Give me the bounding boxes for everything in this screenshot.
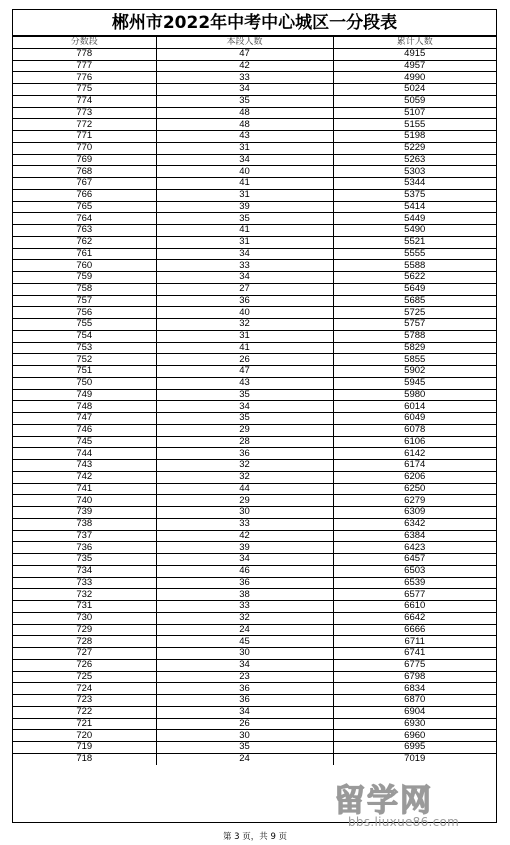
count-cell: 32 [156, 471, 333, 483]
score-cell: 750 [13, 377, 156, 389]
table-row [13, 131, 496, 143]
score-cell: 767 [13, 178, 156, 190]
count-cell: 39 [156, 201, 333, 213]
score-cell: 744 [13, 448, 156, 460]
count-cell: 42 [156, 60, 333, 72]
table-row [13, 154, 496, 166]
table-row [13, 460, 496, 472]
count-cell: 40 [156, 166, 333, 178]
score-cell: 769 [13, 154, 156, 166]
count-cell: 34 [156, 84, 333, 96]
count-cell: 31 [156, 189, 333, 201]
column-header-count: 本段人数 [156, 37, 333, 49]
score-cell: 775 [13, 84, 156, 96]
count-cell: 33 [156, 601, 333, 613]
score-cell: 768 [13, 166, 156, 178]
count-cell: 36 [156, 448, 333, 460]
table-row [13, 48, 496, 60]
table-body [13, 48, 496, 764]
count-cell: 32 [156, 612, 333, 624]
count-cell: 36 [156, 577, 333, 589]
cumulative-cell: 6995 [333, 742, 496, 754]
cumulative-cell: 5902 [333, 366, 496, 378]
cumulative-cell: 6457 [333, 554, 496, 566]
score-cell: 737 [13, 530, 156, 542]
cumulative-cell: 6078 [333, 424, 496, 436]
table-row [13, 189, 496, 201]
count-cell: 34 [156, 659, 333, 671]
table-row [13, 166, 496, 178]
count-cell: 31 [156, 236, 333, 248]
cumulative-cell: 4915 [333, 48, 496, 60]
score-table-sheet [12, 9, 497, 823]
cumulative-cell: 6106 [333, 436, 496, 448]
table-row [13, 483, 496, 495]
page-title: 郴州市2022年中考中心城区一分段表 [13, 10, 496, 36]
count-cell: 35 [156, 95, 333, 107]
cumulative-cell: 6206 [333, 471, 496, 483]
score-cell: 760 [13, 260, 156, 272]
table-row [13, 119, 496, 131]
score-cell: 718 [13, 753, 156, 764]
score-cell: 774 [13, 95, 156, 107]
score-cell: 758 [13, 283, 156, 295]
table-header-row [13, 37, 496, 49]
score-cell: 772 [13, 119, 156, 131]
table-row [13, 601, 496, 613]
score-cell: 747 [13, 413, 156, 425]
cumulative-cell: 5490 [333, 225, 496, 237]
cumulative-cell: 6279 [333, 495, 496, 507]
count-cell: 24 [156, 753, 333, 764]
table-row [13, 366, 496, 378]
cumulative-cell: 5588 [333, 260, 496, 272]
column-header-cumulative: 累计人数 [333, 37, 496, 49]
table-row [13, 201, 496, 213]
cumulative-cell: 5107 [333, 107, 496, 119]
count-cell: 41 [156, 178, 333, 190]
cumulative-cell: 5555 [333, 248, 496, 260]
cumulative-cell: 4957 [333, 60, 496, 72]
count-cell: 31 [156, 330, 333, 342]
score-cell: 735 [13, 554, 156, 566]
count-cell: 34 [156, 248, 333, 260]
score-cell: 740 [13, 495, 156, 507]
cumulative-cell: 6870 [333, 695, 496, 707]
score-cell: 761 [13, 248, 156, 260]
table-row [13, 60, 496, 72]
score-cell: 726 [13, 659, 156, 671]
table-row [13, 659, 496, 671]
count-cell: 29 [156, 495, 333, 507]
score-cell: 729 [13, 624, 156, 636]
cumulative-cell: 6834 [333, 683, 496, 695]
cumulative-cell: 5521 [333, 236, 496, 248]
table-row [13, 636, 496, 648]
score-distribution-table [13, 36, 496, 765]
count-cell: 33 [156, 72, 333, 84]
count-cell: 32 [156, 460, 333, 472]
score-cell: 754 [13, 330, 156, 342]
count-cell: 34 [156, 272, 333, 284]
cumulative-cell: 5855 [333, 354, 496, 366]
score-cell: 736 [13, 542, 156, 554]
score-cell: 755 [13, 319, 156, 331]
cumulative-cell: 6142 [333, 448, 496, 460]
score-cell: 753 [13, 342, 156, 354]
table-row [13, 354, 496, 366]
cumulative-cell: 6309 [333, 507, 496, 519]
cumulative-cell: 5945 [333, 377, 496, 389]
table-row [13, 471, 496, 483]
count-cell: 32 [156, 319, 333, 331]
cumulative-cell: 5263 [333, 154, 496, 166]
cumulative-cell: 5980 [333, 389, 496, 401]
cumulative-cell: 6342 [333, 518, 496, 530]
score-cell: 732 [13, 589, 156, 601]
count-cell: 41 [156, 342, 333, 354]
count-cell: 26 [156, 718, 333, 730]
page-footer: 第 3 页，共 9 页 [222, 832, 288, 842]
count-cell: 36 [156, 695, 333, 707]
score-cell: 763 [13, 225, 156, 237]
count-cell: 30 [156, 730, 333, 742]
score-cell: 749 [13, 389, 156, 401]
count-cell: 34 [156, 154, 333, 166]
table-row [13, 72, 496, 84]
cumulative-cell: 6798 [333, 671, 496, 683]
count-cell: 40 [156, 307, 333, 319]
count-cell: 24 [156, 624, 333, 636]
count-cell: 23 [156, 671, 333, 683]
score-cell: 719 [13, 742, 156, 754]
table-row [13, 695, 496, 707]
column-header-score: 分数段 [13, 37, 156, 49]
cumulative-cell: 6711 [333, 636, 496, 648]
table-row [13, 178, 496, 190]
table-row [13, 436, 496, 448]
score-cell: 777 [13, 60, 156, 72]
score-cell: 720 [13, 730, 156, 742]
score-cell: 742 [13, 471, 156, 483]
count-cell: 36 [156, 295, 333, 307]
score-cell: 764 [13, 213, 156, 225]
count-cell: 30 [156, 648, 333, 660]
cumulative-cell: 5303 [333, 166, 496, 178]
count-cell: 35 [156, 389, 333, 401]
cumulative-cell: 5829 [333, 342, 496, 354]
cumulative-cell: 6960 [333, 730, 496, 742]
table-row [13, 330, 496, 342]
table-row [13, 84, 496, 96]
score-cell: 730 [13, 612, 156, 624]
score-cell: 765 [13, 201, 156, 213]
cumulative-cell: 5649 [333, 283, 496, 295]
count-cell: 35 [156, 213, 333, 225]
count-cell: 34 [156, 706, 333, 718]
cumulative-cell: 4990 [333, 72, 496, 84]
count-cell: 35 [156, 413, 333, 425]
table-row [13, 753, 496, 764]
cumulative-cell: 5344 [333, 178, 496, 190]
table-row [13, 648, 496, 660]
score-cell: 733 [13, 577, 156, 589]
table-row [13, 225, 496, 237]
score-cell: 728 [13, 636, 156, 648]
cumulative-cell: 7019 [333, 753, 496, 764]
count-cell: 28 [156, 436, 333, 448]
count-cell: 31 [156, 142, 333, 154]
cumulative-cell: 6930 [333, 718, 496, 730]
count-cell: 48 [156, 119, 333, 131]
table-row [13, 295, 496, 307]
cumulative-cell: 6610 [333, 601, 496, 613]
count-cell: 33 [156, 260, 333, 272]
count-cell: 39 [156, 542, 333, 554]
table-row [13, 413, 496, 425]
table-row [13, 260, 496, 272]
cumulative-cell: 6423 [333, 542, 496, 554]
score-cell: 751 [13, 366, 156, 378]
table-row [13, 319, 496, 331]
score-cell: 745 [13, 436, 156, 448]
count-cell: 34 [156, 401, 333, 413]
cumulative-cell: 5198 [333, 131, 496, 143]
cumulative-cell: 5155 [333, 119, 496, 131]
score-cell: 723 [13, 695, 156, 707]
count-cell: 27 [156, 283, 333, 295]
cumulative-cell: 5725 [333, 307, 496, 319]
cumulative-cell: 6642 [333, 612, 496, 624]
count-cell: 26 [156, 354, 333, 366]
count-cell: 45 [156, 636, 333, 648]
cumulative-cell: 5685 [333, 295, 496, 307]
score-cell: 770 [13, 142, 156, 154]
score-cell: 739 [13, 507, 156, 519]
count-cell: 29 [156, 424, 333, 436]
score-cell: 766 [13, 189, 156, 201]
count-cell: 38 [156, 589, 333, 601]
table-row [13, 213, 496, 225]
score-cell: 724 [13, 683, 156, 695]
count-cell: 41 [156, 225, 333, 237]
cumulative-cell: 5024 [333, 84, 496, 96]
cumulative-cell: 5229 [333, 142, 496, 154]
count-cell: 36 [156, 683, 333, 695]
score-cell: 762 [13, 236, 156, 248]
score-cell: 771 [13, 131, 156, 143]
cumulative-cell: 6384 [333, 530, 496, 542]
score-cell: 759 [13, 272, 156, 284]
count-cell: 47 [156, 366, 333, 378]
score-cell: 746 [13, 424, 156, 436]
count-cell: 46 [156, 565, 333, 577]
cumulative-cell: 6741 [333, 648, 496, 660]
table-row [13, 107, 496, 119]
table-row [13, 424, 496, 436]
cumulative-cell: 5449 [333, 213, 496, 225]
cumulative-cell: 6577 [333, 589, 496, 601]
score-cell: 752 [13, 354, 156, 366]
cumulative-cell: 5622 [333, 272, 496, 284]
table-row [13, 542, 496, 554]
count-cell: 35 [156, 742, 333, 754]
count-cell: 44 [156, 483, 333, 495]
table-row [13, 507, 496, 519]
count-cell: 43 [156, 377, 333, 389]
cumulative-cell: 6049 [333, 413, 496, 425]
table-row [13, 401, 496, 413]
count-cell: 33 [156, 518, 333, 530]
table-row [13, 718, 496, 730]
cumulative-cell: 6666 [333, 624, 496, 636]
cumulative-cell: 5059 [333, 95, 496, 107]
table-row [13, 248, 496, 260]
count-cell: 30 [156, 507, 333, 519]
watermark-url: bbs.liuxue86.com [348, 815, 460, 829]
cumulative-cell: 6503 [333, 565, 496, 577]
score-cell: 773 [13, 107, 156, 119]
cumulative-cell: 6904 [333, 706, 496, 718]
table-row [13, 730, 496, 742]
table-row [13, 683, 496, 695]
count-cell: 42 [156, 530, 333, 542]
table-row [13, 554, 496, 566]
table-row [13, 142, 496, 154]
table-row [13, 742, 496, 754]
cumulative-cell: 5375 [333, 189, 496, 201]
score-cell: 743 [13, 460, 156, 472]
score-cell: 756 [13, 307, 156, 319]
cumulative-cell: 6250 [333, 483, 496, 495]
score-cell: 776 [13, 72, 156, 84]
table-row [13, 706, 496, 718]
table-row [13, 377, 496, 389]
score-cell: 722 [13, 706, 156, 718]
table-row [13, 495, 496, 507]
count-cell: 48 [156, 107, 333, 119]
table-row [13, 448, 496, 460]
score-cell: 757 [13, 295, 156, 307]
cumulative-cell: 5757 [333, 319, 496, 331]
score-cell: 741 [13, 483, 156, 495]
cumulative-cell: 6775 [333, 659, 496, 671]
table-row [13, 565, 496, 577]
table-row [13, 518, 496, 530]
table-row [13, 236, 496, 248]
table-row [13, 589, 496, 601]
table-row [13, 272, 496, 284]
score-cell: 727 [13, 648, 156, 660]
cumulative-cell: 5788 [333, 330, 496, 342]
table-row [13, 612, 496, 624]
cumulative-cell: 6539 [333, 577, 496, 589]
table-row [13, 283, 496, 295]
cumulative-cell: 6014 [333, 401, 496, 413]
table-row [13, 95, 496, 107]
score-cell: 734 [13, 565, 156, 577]
watermark-text: 留学网 [334, 783, 433, 819]
table-row [13, 530, 496, 542]
count-cell: 47 [156, 48, 333, 60]
table-row [13, 389, 496, 401]
score-cell: 731 [13, 601, 156, 613]
table-row [13, 671, 496, 683]
score-cell: 738 [13, 518, 156, 530]
count-cell: 43 [156, 131, 333, 143]
cumulative-cell: 6174 [333, 460, 496, 472]
table-row [13, 577, 496, 589]
table-row [13, 307, 496, 319]
score-cell: 748 [13, 401, 156, 413]
score-cell: 778 [13, 48, 156, 60]
table-row [13, 624, 496, 636]
score-cell: 721 [13, 718, 156, 730]
table-row [13, 342, 496, 354]
cumulative-cell: 5414 [333, 201, 496, 213]
count-cell: 34 [156, 554, 333, 566]
score-cell: 725 [13, 671, 156, 683]
